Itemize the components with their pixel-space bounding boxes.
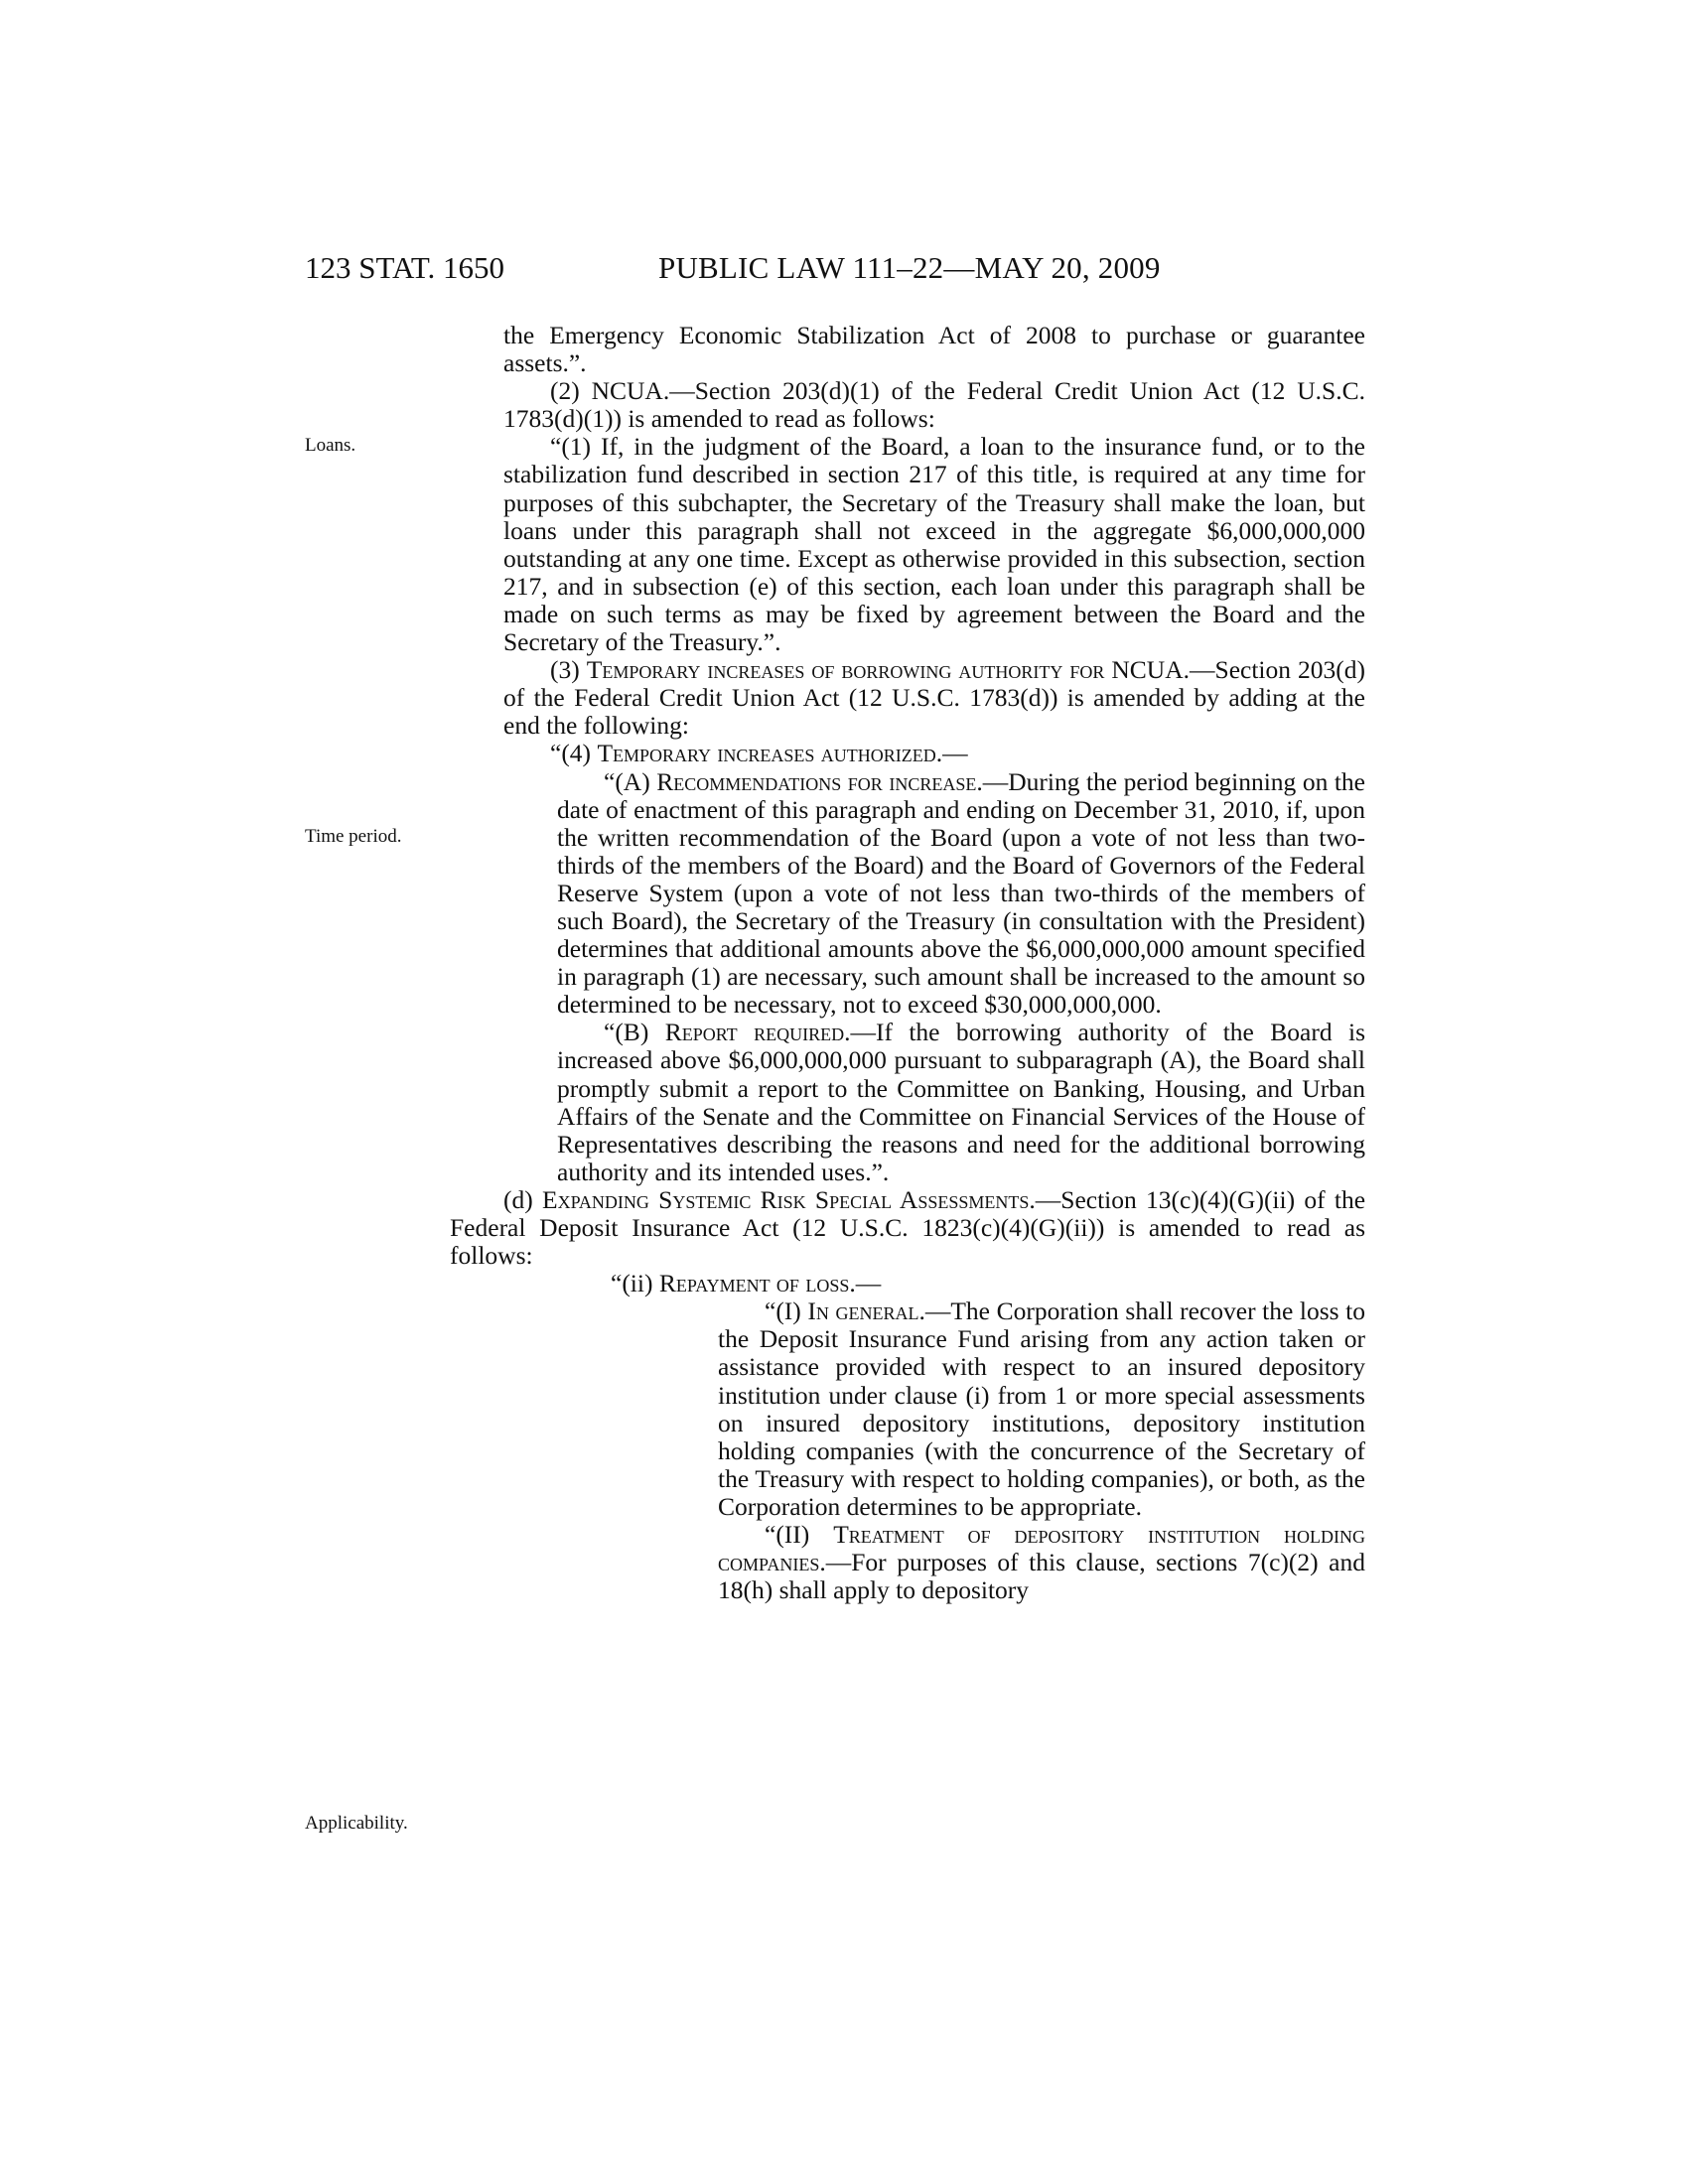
paragraph-text: .—The Corporation shall recover the loss to the Deposit Insurance Fund arising from any action taken or assistance provided with respect to an insured depository institution under clause (i) from 1 or more special assessments on insured depository institutions, depository institution holding companies (with the concurrence of the Secretary of the Treasury with respect to holding companies), or both, as the Corporation determines to be appropriate. [718,1297,1366,1521]
paragraph-heading: Expanding Systemic Risk Special Assessments [542,1184,1030,1214]
paragraph-temporary-increases [503,656,1365,740]
subsection-4-heading [503,740,1365,767]
paragraph-text: .— [935,739,968,768]
margin-note-loans: Loans. [305,435,356,456]
paragraph-heading: In general [807,1297,919,1326]
paragraph-heading: Temporary increases authorized [597,739,936,768]
paragraph-heading: Report required [664,1018,845,1047]
subsection-d [450,1186,1365,1270]
paragraph-number: “(A) [604,766,657,796]
subclause-i [718,1297,1365,1521]
paragraph-heading: Recommendations for increase [656,766,977,796]
subparagraph-b [557,1019,1365,1186]
paragraph-continuation: the Emergency Economic Stabilization Act of 2008 to purchase or guarantee assets.”. [503,321,1365,378]
paragraph-text: .— [849,1269,882,1298]
paragraph-text: .—During the period beginning on the date of enactment of this paragraph and ending on December 31, 2010, if, upon the written recommendation of the Board (upon a vote of not less than two-thirds of the members of the Board) and the Board of Governors of the Federal Reserve System (upon a vote of not less than two-thirds of the members of such Board), the Secretary of the Treasury (in consultation with the President) determines that additional amounts above the $6,000,000,000 amount specified in paragraph (1) are necessary, such amount shall be increased to the amount so determined to be necessary, not to exceed $30,000,000,000. [557,766,1365,1020]
paragraph-ncua: (2) NCUA.—Section 203(d)(1) of the Federal Credit Union Act (12 U.S.C. 1783(d)(1)) is amended to read as follows: [503,376,1365,434]
paragraph-heading: Repayment of loss [658,1269,850,1298]
paragraph-text: .—Section 203(d) of the Federal Credit Union Act (12 U.S.C. 1783(d)) is amended by adding at the end the following: [503,655,1366,741]
statute-page-reference: 123 STAT. 1650 [305,250,505,285]
paragraph-text: .—For purposes of this clause, sections 7(c)(2) and 18(h) shall apply to depository [718,1548,1365,1605]
clause-ii-heading [611,1270,1365,1297]
running-header: PUBLIC LAW 111–22—MAY 20, 2009 [658,250,1161,285]
paragraph-text: .—Section 13(c)(4)(G)(ii) of the Federal Deposit Insurance Act (12 U.S.C. 1823(c)(4)(G)(ii)) is amended to read as follows: [450,1184,1366,1271]
paragraph-heading: Temporary increases of borrowing authority for NCUA [586,655,1184,685]
margin-note-applicability: Applicability. [305,1813,408,1834]
subparagraph-a [557,768,1365,1020]
paragraph-number: (d) [503,1184,542,1214]
margin-note-time-period: Time period. [305,826,402,847]
paragraph-number: “(I) [765,1297,808,1326]
paragraph-number: “(ii) [611,1269,659,1298]
statute-body [450,321,1366,1605]
paragraph-number: “(B) [604,1018,665,1047]
paragraph-number: “(4) [550,739,598,768]
paragraph-number: “(II) [765,1520,834,1550]
paragraph-amended-text-1: “(1) If, in the judgment of the Board, a loan to the insurance fund, or to the stabilization fund described in section 217 of this title, is required at any time for purposes of this subchapter, the Secretary of the Treasury shall make the loan, but loans under this paragraph shall not exceed in the aggregate $6,000,000,000 outstanding at any one time. Except as otherwise provided in this subsection, section 217, and in subsection (e) of this section, each loan under this paragraph shall be made on such terms as may be fixed by agreement between the Board and the Secretary of the Treasury.”. [503,432,1365,657]
paragraph-text: .—If the borrowing authority of the Board is increased above $6,000,000,000 pursuant to subparagraph (A), the Board shall promptly submit a report to the Committee on Banking, Housing, and Urban Affairs of the Senate and the Committee on Financial Services of the House of Representatives describing the reasons and need for the additional borrowing authority and its intended uses.”. [557,1018,1365,1186]
paragraph-heading: Treatment of depository institution holding companies [718,1520,1365,1577]
subclause-ii [718,1521,1365,1604]
paragraph-number: (3) [550,655,587,685]
